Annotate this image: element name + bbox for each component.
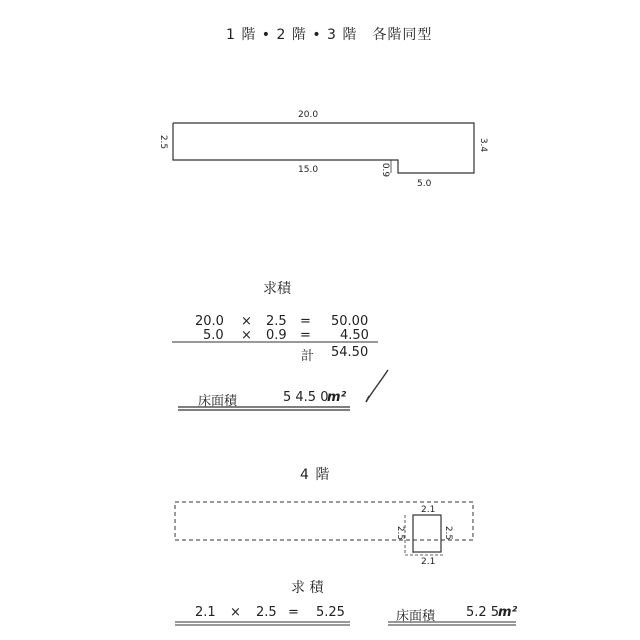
- calc-row-2-a: 5.0: [203, 328, 224, 343]
- calc-row-2-eq: =: [300, 328, 311, 343]
- calc4-a: 2.1: [195, 605, 216, 620]
- fourth-floor-room: [413, 515, 441, 552]
- floor-area-label: 床面積: [198, 394, 238, 409]
- floor-area-value: 5 4.5 0: [283, 390, 329, 405]
- floor4-area-label: 床面積: [396, 609, 436, 624]
- dim-right-height: 3.4: [478, 137, 489, 153]
- calc-row-1-b: 2.5: [266, 314, 287, 329]
- calc-row-2-result: 4.50: [340, 328, 369, 343]
- calc-total-label: 計: [301, 349, 315, 364]
- floor4-area-value: 5.2 5: [466, 605, 500, 620]
- calc-total-value: 54.50: [331, 345, 369, 360]
- dim-top-width: 20.0: [298, 110, 319, 120]
- floor4-area-unit: m²: [498, 605, 518, 620]
- calc-row-1-eq: =: [300, 314, 311, 329]
- calc-title: 求積: [263, 281, 291, 297]
- dim-bottom-main: 15.0: [298, 165, 319, 175]
- calc4-result: 5.25: [316, 605, 345, 620]
- upper-floor-outline: [173, 123, 474, 173]
- calc4-title: 求 積: [291, 580, 324, 596]
- calc4-b: 2.5: [256, 605, 277, 620]
- calc-row-1-op: ×: [241, 314, 252, 329]
- calc4-op: ×: [230, 605, 241, 620]
- dim4-left: 2.5: [395, 525, 406, 541]
- calc-row-2-b: 0.9: [266, 328, 287, 343]
- calc-row-2-op: ×: [241, 328, 252, 343]
- dim-notch-height: 0.9: [380, 162, 391, 178]
- floors-1-3-title: 1 階 • 2 階 • 3 階 各階同型: [226, 27, 433, 43]
- calc-row-1-a: 20.0: [195, 314, 224, 329]
- floor-area-unit: m²: [327, 390, 347, 405]
- calc4-eq: =: [288, 605, 299, 620]
- dim4-right: 2.5: [443, 525, 454, 541]
- dim4-bottom: 2.1: [421, 557, 436, 567]
- calc-row-1-result: 50.00: [331, 314, 369, 329]
- dim-left-height: 2.5: [158, 134, 169, 150]
- check-mark: [366, 370, 388, 402]
- floor-4-title: 4 階: [300, 467, 331, 483]
- dim-bottom-right: 5.0: [417, 179, 432, 189]
- dim4-top: 2.1: [421, 505, 436, 515]
